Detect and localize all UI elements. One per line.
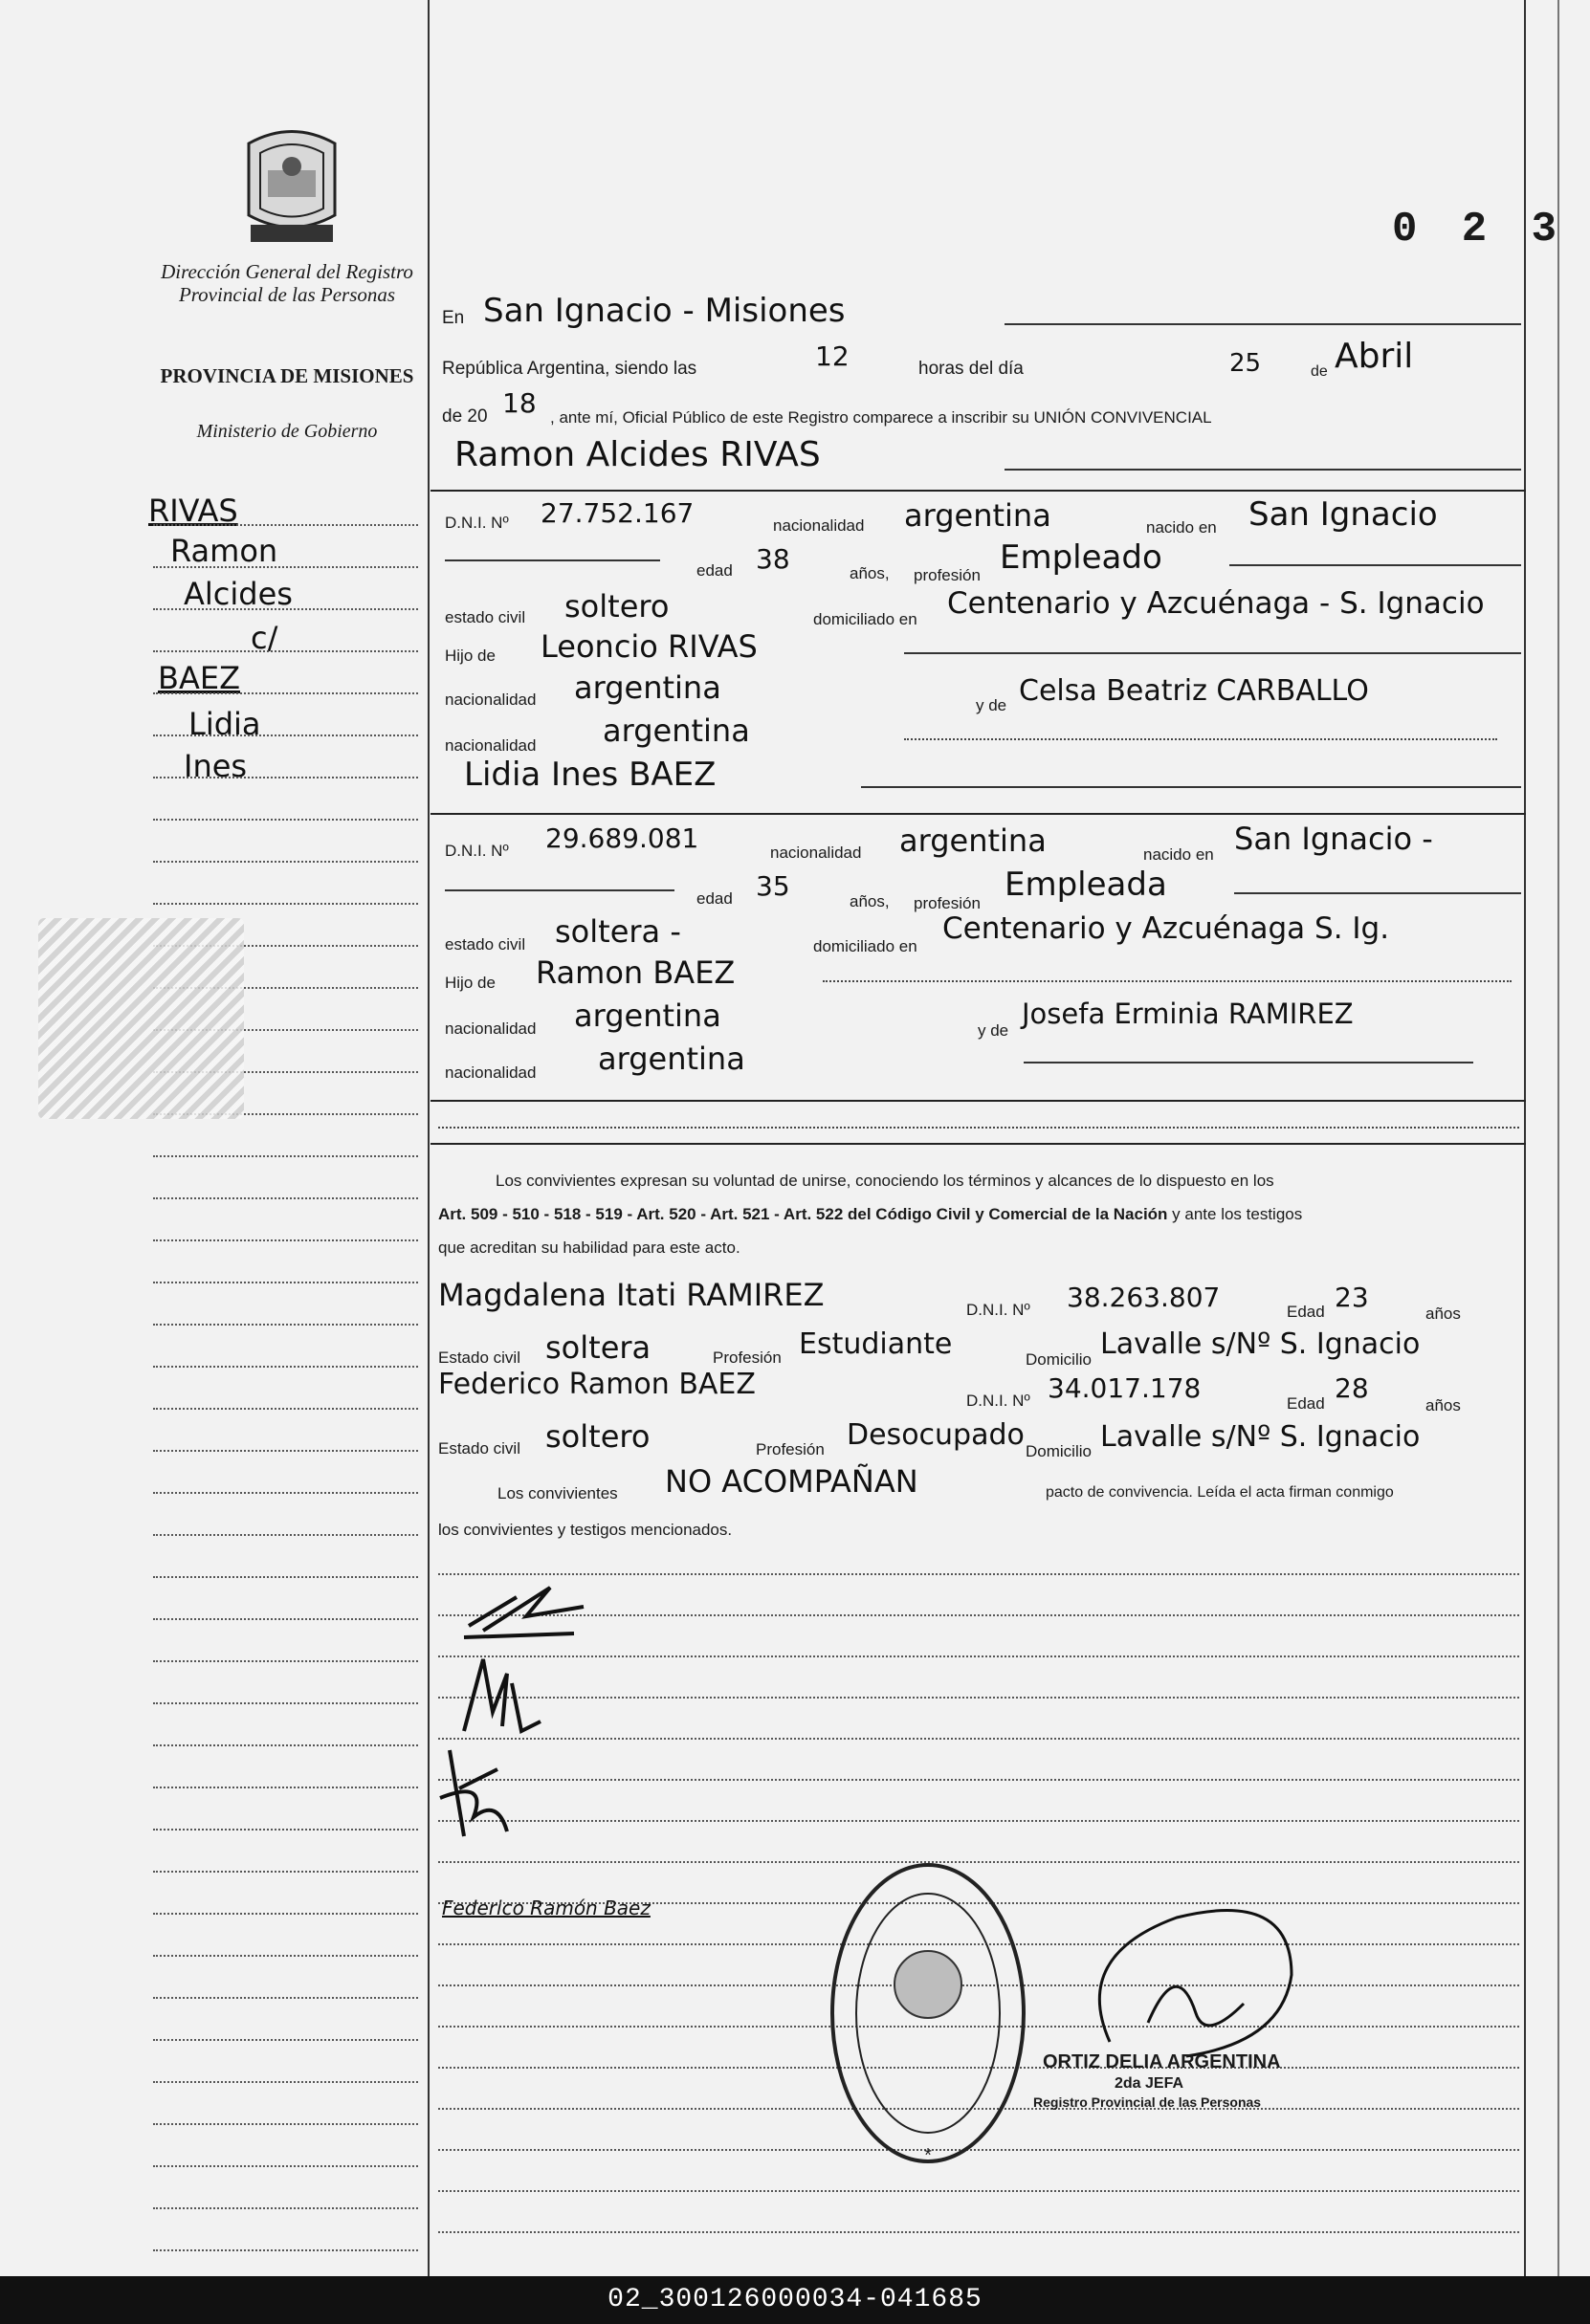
declaration-line3 (438, 1234, 1519, 1262)
left-rule-line (153, 2249, 418, 2251)
w1-anos-label: años (1425, 1305, 1461, 1323)
partner-fullname: Lidia Ines BAEZ (464, 756, 717, 794)
p1-prof-label: profesión (914, 566, 981, 584)
p1-yde-label: y de (976, 696, 1007, 714)
p2-hijo-label: Hijo de (445, 974, 496, 992)
p1-civil-label: estado civil (445, 608, 526, 626)
official-name: ORTIZ DELIA ARGENTINA (1043, 2051, 1281, 2072)
w2-estado-label: Estado civil (438, 1439, 520, 1458)
p2-prof-label: profesión (914, 894, 981, 912)
ante-label: , ante mí, Oficial Público de este Registro comparece a inscribir su UNIÓN CONVIVENCIAL (550, 408, 1212, 427)
republica-label: República Argentina, siendo las (442, 359, 697, 379)
left-rule-line (153, 1871, 418, 1873)
left-rule-line (153, 1997, 418, 1999)
left-rule-line (153, 1955, 418, 1957)
w2-name: Federico Ramon BAEZ (438, 1368, 756, 1401)
p1-anos-label: años, (850, 564, 890, 582)
section-divider-3 (431, 1100, 1526, 1102)
w2-dom-label: Domicilio (1026, 1442, 1092, 1460)
w1-age: 23 (1335, 1282, 1369, 1313)
p1-address: Centenario y Azcuénaga - S. Ignacio (947, 586, 1485, 621)
left-rule-line (153, 903, 418, 905)
p2-father: Ramon BAEZ (536, 954, 736, 991)
w1-address: Lavalle s/Nº S. Ignacio (1100, 1327, 1421, 1361)
left-rule-line (153, 1282, 418, 1283)
p2-age: 35 (756, 870, 790, 902)
signature-rule-line (438, 1573, 1519, 1575)
p2-dni: 29.689.081 (545, 822, 699, 854)
left-rule-line (153, 1197, 418, 1199)
margin-note-6: Lidia (188, 706, 261, 742)
p2-mnat-label: nacionalidad (445, 1063, 537, 1082)
margin-note-4: c/ (251, 620, 278, 656)
p2-born: San Ignacio - (1234, 821, 1433, 857)
w2-anos-label: años (1425, 1396, 1461, 1414)
p2-address: Centenario y Azcuénaga S. Ig. (942, 911, 1390, 946)
p1-mnat-line (904, 738, 1497, 740)
declaration-text3: que acreditan su habilidad para este acto. (438, 1239, 740, 1257)
p1-father-nat: argentina (574, 669, 721, 706)
p1-prof-line (1229, 564, 1521, 566)
province-title: PROVINCIA DE MISIONES (160, 364, 414, 387)
w2-profession: Desocupado (847, 1418, 1025, 1452)
agency-title: Dirección General del Registro Provincial de las Personas (161, 260, 413, 306)
left-rule-line (153, 1239, 418, 1241)
left-rule-line (153, 1744, 418, 1746)
section-divider-2 (431, 813, 1526, 815)
margin-note-3: Alcides (184, 576, 293, 612)
document-id-footer: 02_300126000034-041685 (0, 2276, 1590, 2324)
left-border-rule (428, 0, 430, 2276)
w1-edad-label: Edad (1287, 1303, 1325, 1321)
p2-nat: argentina (899, 822, 1047, 859)
left-rule-line (153, 566, 418, 568)
p2-dni-label: D.N.I. Nº (445, 842, 509, 860)
left-rule-line (153, 2081, 418, 2083)
p1-mnat-label: nacionalidad (445, 736, 537, 755)
left-rule-line (153, 1492, 418, 1494)
p2-profession: Empleada (1005, 866, 1167, 904)
w2-dni-label: D.N.I. Nº (966, 1392, 1030, 1410)
p1-profession: Empleado (1000, 538, 1162, 577)
blank-row-1 (438, 1127, 1519, 1129)
p1-edad-label: edad (696, 561, 733, 580)
official-office: Registro Provincial de las Personas (1033, 2094, 1262, 2110)
left-rule-line (153, 1618, 418, 1620)
left-rule-line (153, 608, 418, 610)
signature-1-icon (459, 1578, 603, 1645)
document-number: 0 2 3 (1392, 206, 1567, 253)
w2-edad-label: Edad (1287, 1394, 1325, 1413)
margin-note-7: Ines (184, 748, 248, 784)
official-title: 2da JEFA (1115, 2075, 1184, 2092)
margin-note-2: Ramon (170, 533, 278, 569)
signature-name: Federico Ramón Baez (442, 1896, 651, 1919)
pact-prefix: Los convivientes (497, 1484, 618, 1502)
p1-born: San Ignacio (1248, 495, 1438, 534)
month-value: Abril (1335, 337, 1414, 376)
left-rule-line (153, 1408, 418, 1410)
p1-mother: Celsa Beatriz CARBALLO (1019, 674, 1369, 708)
pact-suffix: pacto de convivencia. Leída el acta firman conmigo (1046, 1484, 1394, 1501)
declaration-line2 (438, 1200, 1519, 1229)
partner-name-line (861, 786, 1521, 788)
page-edge-rule (1557, 0, 1559, 2276)
p1-father: Leoncio RIVAS (541, 628, 758, 665)
left-rule-line (153, 861, 418, 863)
p1-fnat-label: nacionalidad (445, 691, 537, 709)
p1-mother-nat: argentina (603, 713, 750, 749)
p2-yde-label: y de (978, 1021, 1009, 1040)
w1-name: Magdalena Itati RAMIREZ (438, 1277, 825, 1313)
signature-rule-line (438, 1738, 1519, 1740)
signature-2-icon (450, 1645, 564, 1741)
signature-rule-line (438, 2231, 1519, 2233)
left-rule-line (153, 734, 418, 736)
person1-fullname: Ramon Alcides RIVAS (454, 435, 821, 474)
signature-rule-line (438, 1779, 1519, 1781)
de-label: de (1311, 363, 1328, 380)
p2-civil: soltera - (555, 913, 681, 950)
erased-area (38, 918, 244, 1119)
p1-nat: argentina (904, 497, 1051, 534)
ministry-title: Ministerio de Gobierno (196, 421, 378, 442)
left-rule-line (153, 1155, 418, 1157)
declaration-text1: Los convivientes expresan su voluntad de unirse, conociendo los términos y alcances de lo dispuesto en los (496, 1172, 1274, 1190)
p1-dni: 27.752.167 (541, 497, 695, 529)
w1-civil: soltera (545, 1329, 651, 1366)
p2-edad-label: edad (696, 889, 733, 908)
left-rule-line (153, 650, 418, 652)
signature-rule-line (438, 2190, 1519, 2192)
left-rule-line (153, 1450, 418, 1452)
p2-fnat-label: nacionalidad (445, 1019, 537, 1038)
p2-anos-label: años, (850, 892, 890, 910)
left-rule-line (153, 1787, 418, 1788)
margin-note-5: BAEZ (158, 660, 240, 696)
left-rule-line (153, 524, 418, 526)
person1-name-line (1005, 469, 1521, 471)
signature-rule-line (438, 1820, 1519, 1822)
pact-line2: los convivientes y testigos mencionados. (438, 1521, 733, 1539)
official-stamp-icon (818, 1851, 1038, 2176)
p1-age: 38 (756, 543, 790, 575)
p2-prof-line (1234, 892, 1521, 894)
w2-age: 28 (1335, 1372, 1369, 1404)
p2-mother: Josefa Erminia RAMIREZ (1022, 998, 1354, 1030)
left-rule-line (153, 1534, 418, 1536)
p1-dni-label: D.N.I. Nº (445, 514, 509, 532)
left-rule-line (153, 1702, 418, 1704)
left-rule-line (153, 1366, 418, 1368)
p1-born-label: nacido en (1146, 518, 1217, 537)
signature-rule-line (438, 1655, 1519, 1657)
section-divider-1 (431, 490, 1526, 492)
hour-value: 12 (815, 340, 850, 372)
hours-label: horas del día (918, 359, 1024, 379)
year-value: 18 (502, 387, 537, 419)
pact-value: NO ACOMPAÑAN (665, 1463, 918, 1500)
left-rule-line (153, 1913, 418, 1915)
p2-father-line (823, 980, 1512, 982)
margin-note-1: RIVAS (148, 493, 238, 529)
en-label: En (442, 308, 465, 328)
right-border-rule (1524, 0, 1526, 2276)
p2-mnat-line (1024, 1062, 1473, 1063)
left-rule-line (153, 1576, 418, 1578)
w1-dni-label: D.N.I. Nº (966, 1301, 1030, 1319)
p1-blank-line (445, 559, 660, 561)
svg-text:*: * (924, 2145, 932, 2166)
w1-prof-label: Profesión (713, 1348, 782, 1367)
place-line (1005, 323, 1521, 325)
left-rule-line (153, 692, 418, 694)
left-rule-line (153, 2207, 418, 2209)
province-seal-icon (239, 124, 344, 249)
w1-profession: Estudiante (799, 1327, 953, 1361)
signature-3-icon (431, 1741, 536, 1846)
p2-civil-label: estado civil (445, 935, 526, 954)
p1-father-line (904, 652, 1521, 654)
left-rule-line (153, 1324, 418, 1326)
day-value: 25 (1229, 349, 1262, 378)
p2-nat-label: nacionalidad (770, 844, 862, 862)
p2-born-label: nacido en (1143, 845, 1214, 864)
p2-father-nat: argentina (574, 998, 721, 1034)
w2-prof-label: Profesión (756, 1440, 825, 1458)
place-value: San Ignacio - Misiones (483, 292, 846, 330)
p2-dom-label: domiciliado en (813, 937, 917, 955)
w1-estado-label: Estado civil (438, 1348, 520, 1367)
w1-dni: 38.263.807 (1067, 1282, 1221, 1313)
declaration-articles: Art. 509 - 510 - 518 - 519 - Art. 520 - Art. 521 - Art. 522 del Código Civil y Comercial de la Nación (438, 1205, 1168, 1223)
left-rule-line (153, 1829, 418, 1831)
w1-dom-label: Domicilio (1026, 1350, 1092, 1369)
w2-civil: soltero (545, 1418, 651, 1455)
left-rule-line (153, 819, 418, 821)
section-divider-4 (431, 1143, 1526, 1145)
left-rule-line (153, 2039, 418, 2041)
left-rule-line (153, 1660, 418, 1662)
p1-dom-label: domiciliado en (813, 610, 917, 628)
p2-mother-nat: argentina (598, 1041, 745, 1077)
p1-civil: soltero (564, 588, 670, 625)
p2-blank-line (445, 889, 674, 891)
left-rule-line (153, 2165, 418, 2167)
left-rule-line (153, 777, 418, 778)
left-rule-line (153, 2123, 418, 2125)
w2-dni: 34.017.178 (1048, 1372, 1202, 1404)
signature-rule-line (438, 1697, 1519, 1699)
p1-nat-label: nacionalidad (773, 516, 865, 535)
w2-address: Lavalle s/Nº S. Ignacio (1100, 1420, 1421, 1454)
declaration-text2: y ante los testigos (1167, 1205, 1303, 1223)
year-label: de 20 (442, 406, 488, 427)
p1-hijo-label: Hijo de (445, 647, 496, 665)
declaration-line1 (438, 1167, 1519, 1195)
